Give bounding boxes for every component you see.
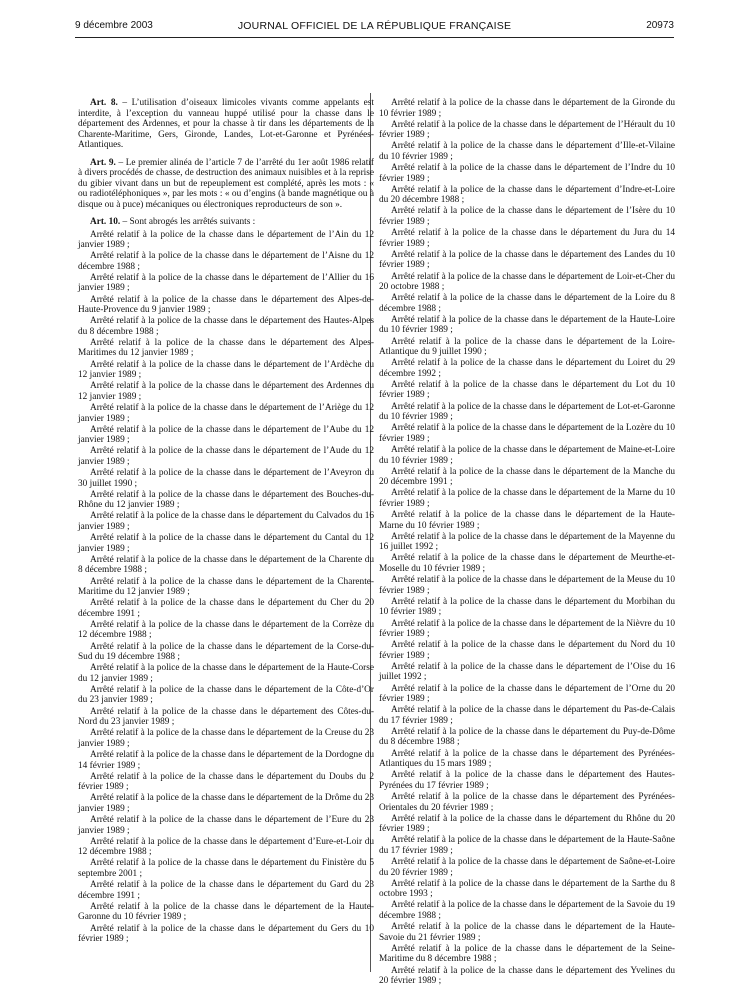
decree-entry: Arrêté relatif à la police de la chasse dans le département de la Haute-Loire du 10 février 1989 ;: [379, 314, 675, 336]
page-header: [75, 20, 674, 34]
decree-entry: Arrêté relatif à la police de la chasse dans le département du Lot du 10 février 1989 ;: [379, 379, 675, 401]
decree-entry: Arrêté relatif à la police de la chasse dans le département des Pyrénées-Atlantiques du 15 mars 1989 ;: [379, 748, 675, 770]
decree-entry: Arrêté relatif à la police de la chasse dans le département de la Gironde du 10 février 1989 ;: [379, 98, 675, 119]
repealed-decrees-list-right: [379, 98, 675, 987]
decree-entry: Arrêté relatif à la police de la chasse dans le département de la Creuse du 23 janvier 1989 ;: [78, 728, 374, 749]
decree-entry: Arrêté relatif à la police de la chasse dans le département de l’Aube du 12 janvier 1989 ;: [78, 424, 374, 446]
decree-entry: Arrêté relatif à la police de la chasse dans le département des Hautes-Pyrénées du 17 février 1989 ;: [379, 770, 675, 791]
decree-entry: Arrêté relatif à la police de la chasse dans le département de l’Aude du 12 janvier 1989 ;: [78, 446, 374, 467]
decree-entry: Arrêté relatif à la police de la chasse dans le département de la Charente-Maritime du 12 janvier 1989 ;: [78, 576, 374, 597]
decree-entry: Arrêté relatif à la police de la chasse dans le département des Bouches-du-Rhône du 12 janvier 1989 ;: [78, 489, 374, 511]
page-number: 20973: [646, 20, 674, 31]
decree-entry: Arrêté relatif à la police de la chasse dans le département de l’Hérault du 10 février 1989 ;: [379, 119, 675, 141]
decree-entry: Arrêté relatif à la police de la chasse dans le département du Rhône du 20 février 1989 ;: [379, 813, 675, 835]
decree-entry: Arrêté relatif à la police de la chasse dans le département des Pyrénées-Orientales du 20 février 1989 ;: [379, 792, 675, 813]
decree-entry: Arrêté relatif à la police de la chasse dans le département du Finistère du 5 septembre 2001 ;: [78, 858, 374, 879]
decree-entry: Arrêté relatif à la police de la chasse dans le département du Pas-de-Calais du 17 février 1989 ;: [379, 705, 675, 726]
decree-entry: Arrêté relatif à la police de la chasse dans le département des Alpes-de-Haute-Provence du 9 janvier 1989 ;: [78, 294, 374, 316]
decree-entry: Arrêté relatif à la police de la chasse dans le département de l’Indre du 10 février 1989 ;: [379, 163, 675, 184]
decree-entry: Arrêté relatif à la police de la chasse dans le département de la Dordogne du 14 février 1989 ;: [78, 750, 374, 771]
decree-entry: Arrêté relatif à la police de la chasse dans le département du Cantal du 12 janvier 1989 ;: [78, 533, 374, 554]
decree-entry: Arrêté relatif à la police de la chasse dans le département de la Corse-du-Sud du 19 décembre 1988 ;: [78, 641, 374, 663]
left-column: [78, 98, 374, 945]
article-label: Art. 10.: [90, 217, 121, 227]
decree-entry: Arrêté relatif à la police de la chasse dans le département de Saône-et-Loire du 20 février 1989 ;: [379, 857, 675, 878]
decree-entry: Arrêté relatif à la police de la chasse dans le département de la Haute-Marne du 10 février 1989 ;: [379, 510, 675, 531]
decree-entry: Arrêté relatif à la police de la chasse dans le département de la Meuse du 10 février 1989 ;: [379, 575, 675, 596]
decree-entry: Arrêté relatif à la police de la chasse dans le département d’Indre-et-Loire du 20 décembre 1988 ;: [379, 184, 675, 206]
decree-entry: Arrêté relatif à la police de la chasse dans le département du Nord du 10 février 1989 ;: [379, 640, 675, 661]
right-column: [379, 98, 675, 987]
article-8: [78, 98, 374, 151]
decree-entry: Arrêté relatif à la police de la chasse dans le département du Loiret du 29 décembre 1992 ;: [379, 358, 675, 379]
decree-entry: Arrêté relatif à la police de la chasse dans le département de l’Allier du 16 janvier 1989 ;: [78, 272, 374, 294]
decree-entry: Arrêté relatif à la police de la chasse dans le département de la Seine-Maritime du 8 décembre 1988 ;: [379, 943, 675, 965]
decree-entry: Arrêté relatif à la police de la chasse dans le département de la Sarthe du 8 octobre 1993 ;: [379, 878, 675, 900]
decree-entry: Arrêté relatif à la police de la chasse dans le département de la Haute-Saône du 17 février 1989 ;: [379, 835, 675, 856]
decree-entry: Arrêté relatif à la police de la chasse dans le département de l’Ain du 12 janvier 1989 ;: [78, 229, 374, 250]
article-text: – Sont abrogés les arrêtés suivants :: [120, 217, 256, 227]
decree-entry: Arrêté relatif à la police de la chasse dans le département du Gers du 10 février 1989 ;: [78, 923, 374, 944]
decree-entry: Arrêté relatif à la police de la chasse dans le département des Landes du 10 février 1989 ;: [379, 249, 675, 271]
header-rule: [75, 37, 674, 38]
decree-entry: Arrêté relatif à la police de la chasse dans le département de la Savoie du 19 décembre 1988 ;: [379, 900, 675, 921]
journal-title: JOURNAL OFFICIEL DE LA RÉPUBLIQUE FRANÇAISE: [237, 20, 512, 32]
decree-entry: Arrêté relatif à la police de la chasse dans le département de l’Isère du 10 février 1989 ;: [379, 206, 675, 227]
article-text: – Le premier alinéa de l’article 7 de l’arrêté du 1er août 1986 relatif à divers procédés de chasse, de destruction des animaux nuisibles et à la reprise du gibier vivant dans un but de repeuplement est complété, après les mots : « ou radiotéléphoniques », par les mots : « ou d’engins (à bande magnétique ou à disque ou à puce) mécaniques ou électroniques reproducteurs de son ».: [78, 157, 374, 210]
decree-entry: Arrêté relatif à la police de la chasse dans le département de la Haute-Garonne du 10 février 1989 ;: [78, 901, 374, 923]
decree-entry: Arrêté relatif à la police de la chasse dans le département de Lot-et-Garonne du 10 février 1989 ;: [379, 401, 675, 423]
decree-entry: Arrêté relatif à la police de la chasse dans le département d’Ille-et-Vilaine du 10 février 1989 ;: [379, 141, 675, 162]
decree-entry: Arrêté relatif à la police de la chasse dans le département du Morbihan du 10 février 1989 ;: [379, 596, 675, 618]
decree-entry: Arrêté relatif à la police de la chasse dans le département des Côtes-du-Nord du 23 janvier 1989 ;: [78, 706, 374, 728]
article-label: Art. 9.: [90, 157, 116, 168]
decree-entry: Arrêté relatif à la police de la chasse dans le département des Ardennes du 12 janvier 1989 ;: [78, 381, 374, 402]
decree-entry: Arrêté relatif à la police de la chasse dans le département des Alpes-Maritimes du 12 janvier 1989 ;: [78, 337, 374, 359]
article-label: Art. 8.: [90, 98, 118, 108]
decree-entry: Arrêté relatif à la police de la chasse dans le département des Yvelines du 20 février 1989 ;: [379, 965, 675, 986]
decree-entry: Arrêté relatif à la police de la chasse dans le département du Calvados du 16 janvier 1989 ;: [78, 511, 374, 532]
repealed-decrees-list-left: [78, 230, 374, 945]
decree-entry: Arrêté relatif à la police de la chasse dans le département de la Corrèze du 12 décembre 1988 ;: [78, 619, 374, 641]
decree-entry: Arrêté relatif à la police de la chasse dans le département de la Nièvre du 10 février 1989 ;: [379, 618, 675, 639]
decree-entry: Arrêté relatif à la police de la chasse dans le département de la Marne du 10 février 1989 ;: [379, 488, 675, 509]
decree-entry: Arrêté relatif à la police de la chasse dans le département de la Drôme du 23 janvier 1989 ;: [78, 793, 374, 814]
decree-entry: Arrêté relatif à la police de la chasse dans le département de la Mayenne du 16 juillet 1992 ;: [379, 531, 675, 553]
decree-entry: Arrêté relatif à la police de la chasse dans le département de Loir-et-Cher du 20 octobre 1988 ;: [379, 271, 676, 292]
decree-entry: Arrêté relatif à la police de la chasse dans le département de Maine-et-Loire du 10 février 1989 ;: [379, 445, 675, 466]
article-text: – L’utilisation d’oiseaux limicoles vivants comme appelants est interdite, à l’exception du vanneau huppé utilisé pour la chasse dans le département des Ardennes, et pour la chasse à tir dans les départements de la Charente-Maritime, Gers, Gironde, Landes, Lot-et-Garonne et Pyrénées-Atlantiques.: [78, 98, 375, 150]
decree-entry: Arrêté relatif à la police de la chasse dans le département de la Haute-Savoie du 21 février 1989 ;: [379, 922, 675, 943]
decree-entry: Arrêté relatif à la police de la chasse dans le département de la Lozère du 10 février 1989 ;: [379, 423, 675, 444]
decree-entry: Arrêté relatif à la police de la chasse dans le département de l’Orne du 20 février 1989 ;: [379, 683, 675, 705]
decree-entry: Arrêté relatif à la police de la chasse dans le département des Hautes-Alpes du 8 décembre 1988 ;: [78, 316, 374, 337]
decree-entry: Arrêté relatif à la police de la chasse dans le département de l’Eure du 23 janvier 1989 ;: [78, 815, 374, 836]
decree-entry: Arrêté relatif à la police de la chasse dans le département de l’Ariège du 12 janvier 1989 ;: [78, 403, 374, 424]
decree-entry: Arrêté relatif à la police de la chasse dans le département de l’Aveyron du 30 juillet 1990 ;: [78, 468, 374, 489]
article-9: [78, 158, 374, 211]
decree-entry: Arrêté relatif à la police de la chasse dans le département de Meurthe-et-Moselle du 10 février 1989 ;: [379, 553, 675, 574]
decree-entry: Arrêté relatif à la police de la chasse dans le département de la Loire du 8 décembre 1988 ;: [379, 293, 675, 314]
decree-entry: Arrêté relatif à la police de la chasse dans le département de la Loire-Atlantique du 9 juillet 1990 ;: [379, 336, 675, 358]
decree-entry: Arrêté relatif à la police de la chasse dans le département de la Côte-d’Or du 23 janvier 1989 ;: [78, 684, 374, 706]
decree-entry: Arrêté relatif à la police de la chasse dans le département de l’Ardèche du 12 janvier 1989 ;: [78, 359, 374, 381]
decree-entry: Arrêté relatif à la police de la chasse dans le département de l’Aisne du 12 décembre 1988 ;: [78, 251, 374, 272]
decree-entry: Arrêté relatif à la police de la chasse dans le département de la Manche du 20 décembre 1991 ;: [379, 466, 675, 488]
decree-entry: Arrêté relatif à la police de la chasse dans le département du Puy-de-Dôme du 8 décembre 1988 ;: [379, 726, 675, 748]
decree-entry: Arrêté relatif à la police de la chasse dans le département du Cher du 20 décembre 1991 ;: [78, 598, 374, 619]
decree-entry: Arrêté relatif à la police de la chasse dans le département du Jura du 14 février 1989 ;: [379, 228, 675, 249]
article-10: [78, 217, 374, 228]
decree-entry: Arrêté relatif à la police de la chasse dans le département de la Charente du 8 décembre 1988 ;: [78, 554, 374, 576]
decree-entry: Arrêté relatif à la police de la chasse dans le département d’Eure-et-Loir du 12 décembre 1988 ;: [78, 836, 374, 858]
issue-date: 9 décembre 2003: [75, 20, 153, 31]
decree-entry: Arrêté relatif à la police de la chasse dans le département de l’Oise du 16 juillet 1992 ;: [379, 661, 675, 683]
decree-entry: Arrêté relatif à la police de la chasse dans le département de la Haute-Corse du 12 janvier 1989 ;: [78, 663, 374, 684]
decree-entry: Arrêté relatif à la police de la chasse dans le département du Doubs du 2 février 1989 ;: [78, 771, 374, 793]
decree-entry: Arrêté relatif à la police de la chasse dans le département du Gard du 23 décembre 1991 ;: [78, 880, 374, 901]
